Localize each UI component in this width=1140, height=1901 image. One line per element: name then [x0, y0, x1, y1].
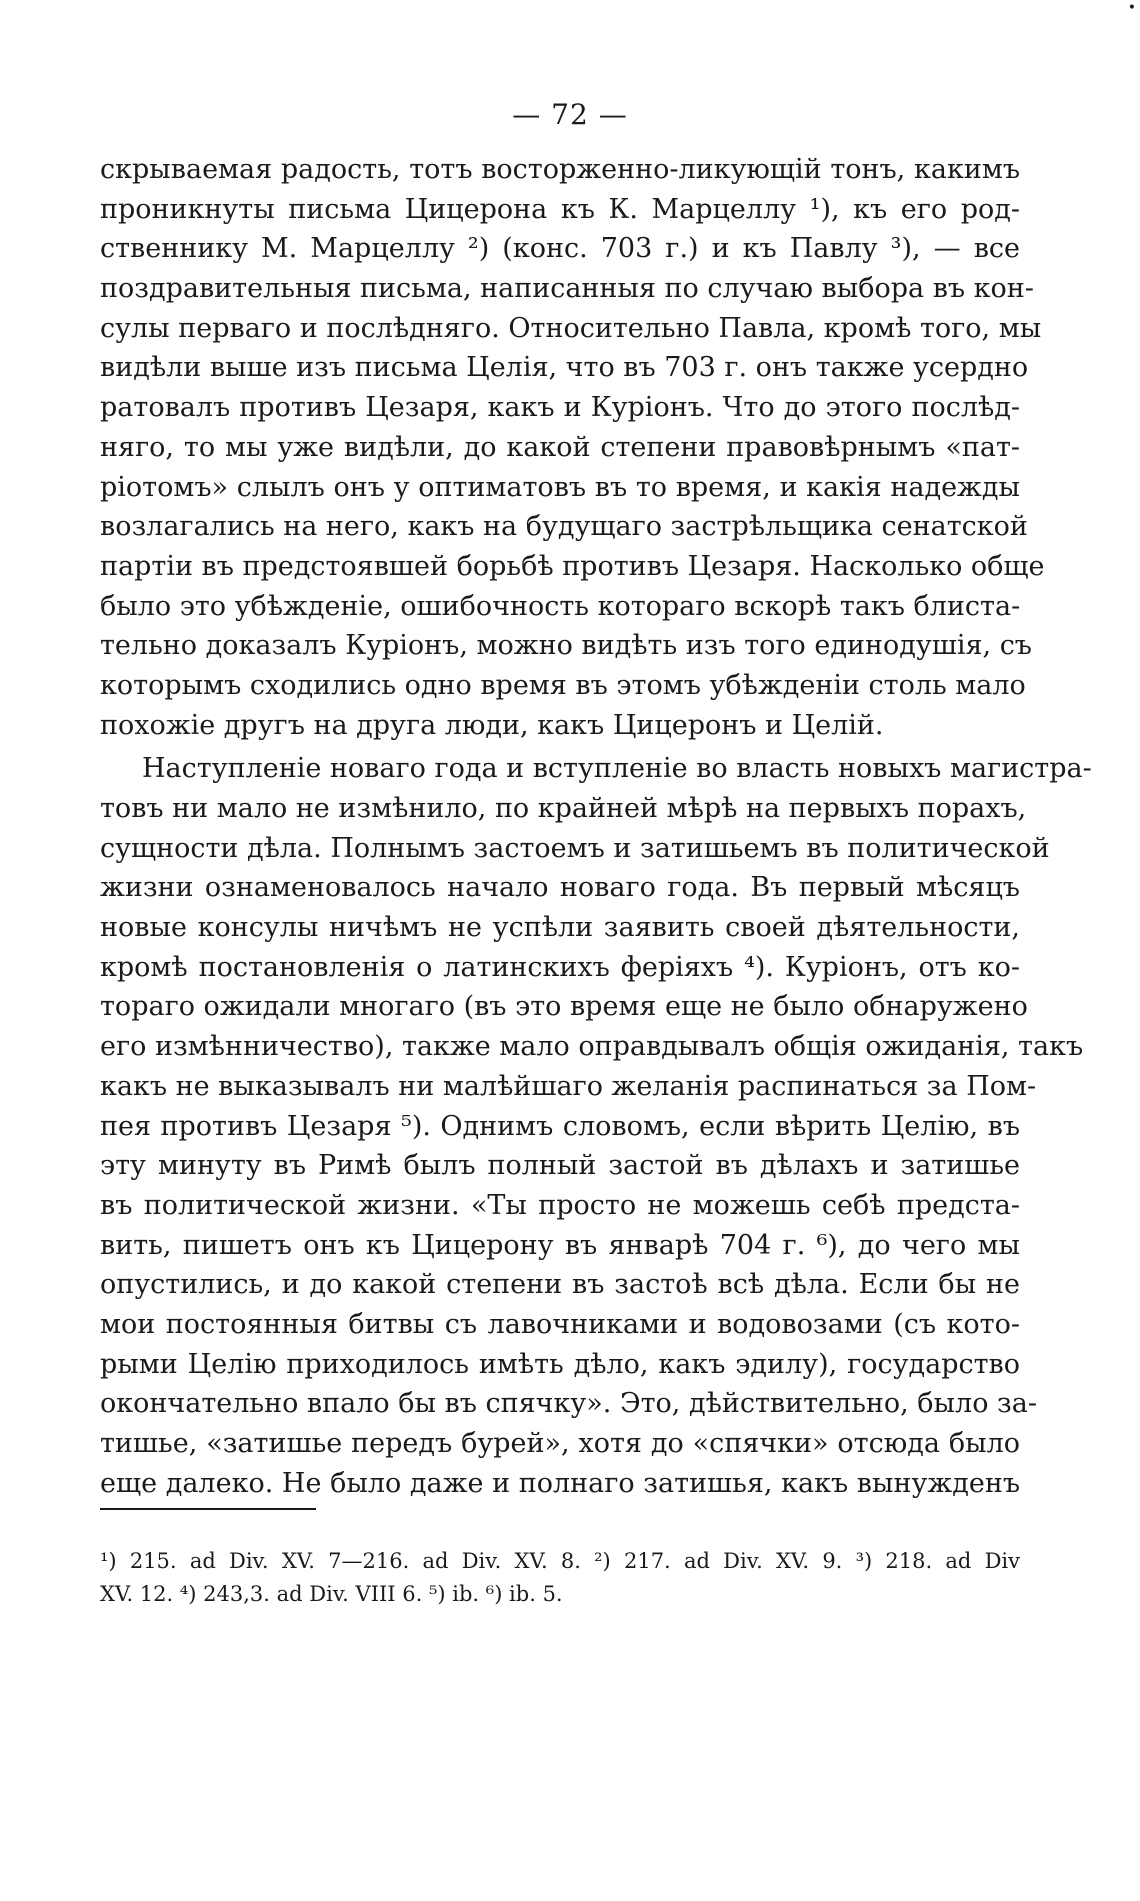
text-line: рыми Целію приходилось имѣть дѣло, какъ эдилу), государство	[100, 1348, 1020, 1380]
text-line: поздравительныя письма, написанныя по случаю выбора въ кон-	[100, 273, 1034, 305]
text-line: тишье, «затишье передъ бурей», хотя до «спячки» отсюда было	[100, 1428, 1020, 1459]
text-line: тельно доказалъ Куріонъ, можно видѣть изъ того единодушія, съ	[100, 630, 1032, 662]
text-line: ственнику М. Марцеллу ²) (конс. 703 г.) и къ Павлу ³), — все	[100, 233, 1020, 265]
text-line: эту минуту въ Римѣ былъ полный застой въ дѣлахъ и затишье	[100, 1150, 1020, 1182]
body-text	[100, 150, 1092, 1507]
text-line: вить, пишетъ онъ къ Цицерону въ январѣ 704 г. ⁶), до чего мы	[100, 1229, 1020, 1261]
text-line: какъ не выказывалъ ни малѣйшаго желанія распинаться за Пом-	[100, 1070, 1037, 1102]
footnote-line: XV. 12. ⁴) 243,3. ad Div. VIII 6. ⁵) ib. ⁶) ib. 5.	[100, 1582, 563, 1606]
text-line: Наступленіе новаго года и вступленіе во власть новыхъ магистра-	[142, 753, 1092, 785]
text-line: его измѣнничество), также мало оправдывалъ общія ожиданія, такъ	[100, 1031, 1084, 1063]
text-line: товъ ни мало не измѣнило, по крайней мѣрѣ на первыхъ порахъ,	[100, 793, 1027, 824]
text-line: похожіе другъ на друга люди, какъ Цицеронъ и Целій.	[100, 709, 884, 741]
text-line: окончательно впало бы въ спячку». Это, дѣйствительно, было за-	[100, 1388, 1037, 1420]
corner-mark: •	[1127, 0, 1136, 16]
text-line: видѣли выше изъ письма Целія, что въ 703 г. онъ также усердно	[100, 352, 1029, 384]
footnotes	[100, 1545, 1020, 1611]
text-line: тораго ожидали многаго (въ это время еще не было обнаружено	[100, 991, 1028, 1023]
text-line: скрываемая радость, тотъ восторженно-ликующій тонъ, какимъ	[100, 154, 1020, 185]
footnote-divider	[100, 1508, 316, 1510]
text-line: пея противъ Цезаря ⁵). Однимъ словомъ, если вѣрить Целію, въ	[100, 1110, 1020, 1142]
text-line: мои постоянныя битвы съ лавочниками и водовозами (съ кото-	[100, 1308, 1020, 1340]
text-line: жизни ознаменовалось начало новаго года. Въ первый мѣсяцъ	[100, 872, 1020, 904]
text-line: сулы перваго и послѣдняго. Относительно Павла, кромѣ того, мы	[100, 312, 1042, 344]
text-line: возлагались на него, какъ на будущаго застрѣльщика сенатской	[100, 511, 1028, 543]
footnote-line: ¹) 215. ad Div. XV. 7—216. ad Div. XV. 8. ²) 217. ad Div. XV. 9. ³) 218. ad Div	[100, 1549, 1020, 1573]
text-line: сущности дѣла. Полнымъ застоемъ и затишьемъ въ политической	[100, 832, 1050, 864]
text-line: партіи въ предстоявшей борьбѣ противъ Цезаря. Насколько обще	[100, 550, 1045, 582]
text-line: проникнуты письма Цицерона къ К. Марцеллу ¹), къ его род-	[100, 193, 1020, 225]
text-line: въ политической жизни. «Ты просто не можешь себѣ предста-	[100, 1189, 1020, 1221]
text-line: опустились, и до какой степени въ застоѣ всѣ дѣла. Если бы не	[100, 1269, 1020, 1301]
text-line: которымъ сходились одно время въ этомъ убѣжденіи столь мало	[100, 669, 1026, 701]
paragraph-2	[100, 749, 1092, 1503]
text-line: новые консулы ничѣмъ не успѣли заявить своей дѣятельности,	[100, 912, 1020, 944]
text-line: кромѣ постановленія о латинскихъ феріяхъ ⁴). Куріонъ, отъ ко-	[100, 951, 1020, 983]
text-line: няго, то мы уже видѣли, до какой степени правовѣрнымъ «пат-	[100, 431, 1020, 463]
text-line: ратовалъ противъ Цезаря, какъ и Куріонъ. Что до этого послѣд-	[100, 392, 1020, 424]
paragraph-1	[100, 150, 1045, 745]
text-line: было это убѣжденіе, ошибочность котораго вскорѣ такъ блиста-	[100, 590, 1021, 622]
text-line: еще далеко. Не было даже и полнаго затишья, какъ вынужденъ	[100, 1467, 1020, 1499]
page-number: — 72 —	[512, 98, 628, 131]
text-line: ріотомъ» слылъ онъ у оптиматовъ въ то время, и какія надежды	[100, 471, 1020, 503]
